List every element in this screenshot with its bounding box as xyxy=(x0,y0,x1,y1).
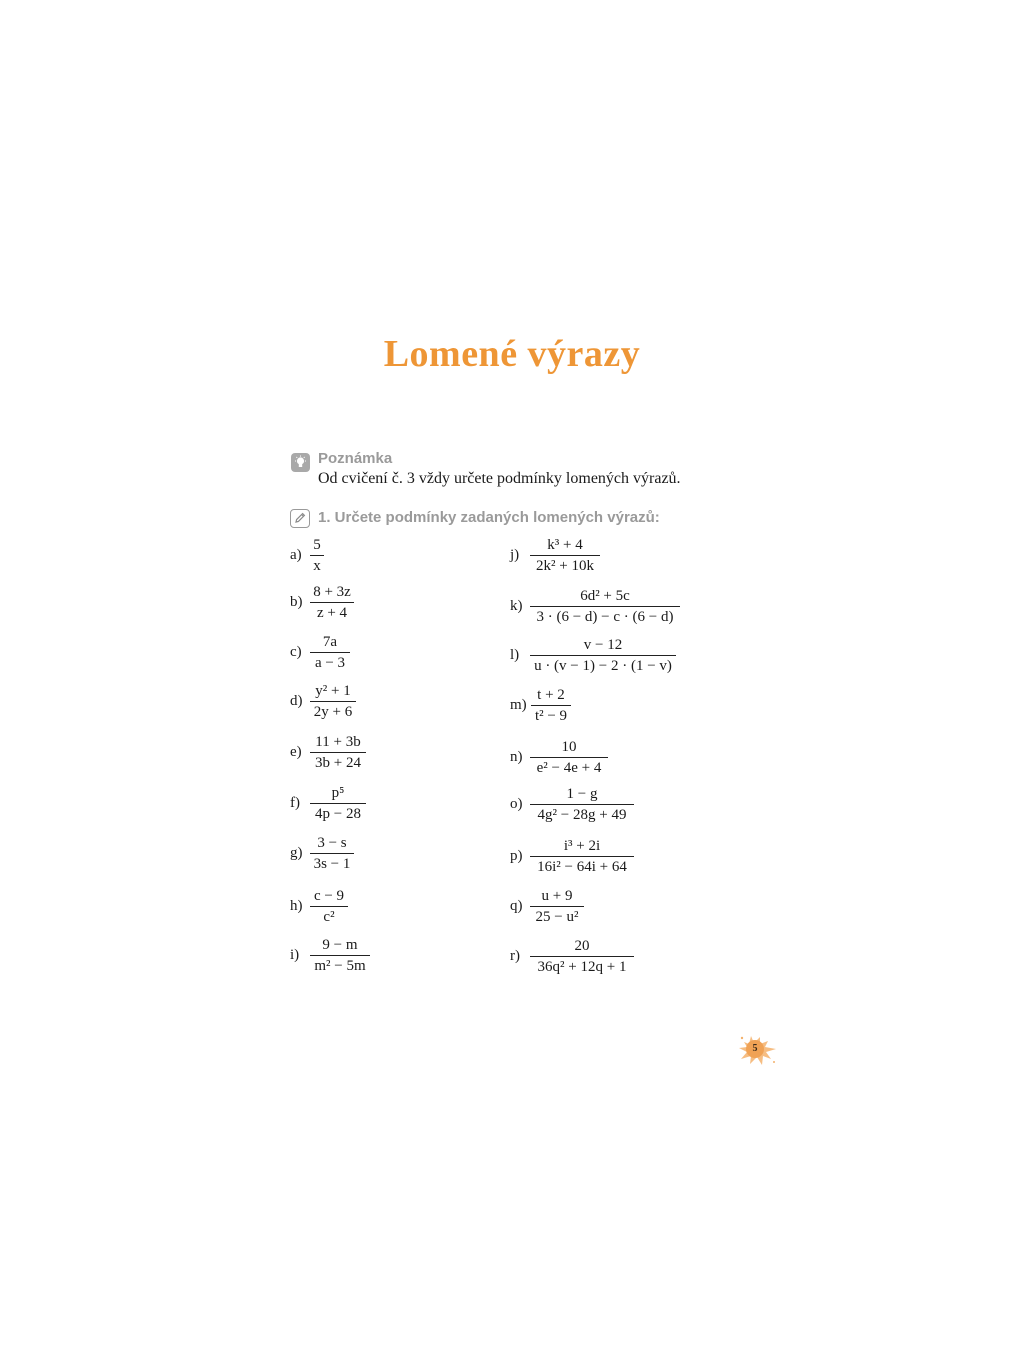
item-label: k) xyxy=(510,598,523,614)
denominator: a − 3 xyxy=(314,655,346,671)
numerator: p⁵ xyxy=(331,785,345,801)
list-item xyxy=(510,785,730,825)
list-item xyxy=(510,636,730,676)
lightbulb-icon xyxy=(291,453,310,472)
numerator: 10 xyxy=(561,739,577,755)
list-item xyxy=(510,887,730,927)
item-label: c) xyxy=(290,644,302,660)
fraction xyxy=(310,536,324,575)
numerator: 6d² + 5c xyxy=(580,588,630,604)
item-label: l) xyxy=(510,647,520,663)
denominator: 16i² − 64i + 64 xyxy=(537,859,627,875)
denominator: z + 4 xyxy=(316,605,348,621)
item-label: n) xyxy=(510,749,523,765)
list-item xyxy=(510,738,730,778)
numerator: i³ + 2i xyxy=(563,838,601,854)
item-label: o) xyxy=(510,796,523,812)
fraction xyxy=(530,536,600,575)
denominator: 3b + 24 xyxy=(315,755,361,771)
list-item xyxy=(510,686,730,726)
item-label: b) xyxy=(290,594,303,610)
fraction xyxy=(310,733,366,772)
denominator: 36q² + 12q + 1 xyxy=(537,959,627,975)
denominator: 3 · (6 − d) − c · (6 − d) xyxy=(536,609,674,625)
denominator: t² − 9 xyxy=(534,708,568,724)
list-item xyxy=(510,587,730,627)
item-label: q) xyxy=(510,898,523,914)
note-text: Od cvičení č. 3 vždy určete podmínky lomených výrazů. xyxy=(318,470,681,487)
denominator: 3s − 1 xyxy=(313,856,351,872)
fraction xyxy=(310,834,354,873)
numerator: 7a xyxy=(322,634,338,650)
list-item xyxy=(290,633,490,673)
item-label: d) xyxy=(290,693,303,709)
exercise-heading: 1. Určete podmínky zadaných lomených výrazů: xyxy=(318,509,660,526)
fraction xyxy=(530,636,676,675)
fraction xyxy=(530,587,680,626)
numerator: v − 12 xyxy=(583,637,623,653)
denominator: e² − 4e + 4 xyxy=(536,760,602,776)
list-item xyxy=(510,937,730,977)
list-item xyxy=(510,837,730,877)
fraction xyxy=(531,686,571,725)
numerator: c − 9 xyxy=(313,888,345,904)
denominator: u · (v − 1) − 2 · (1 − v) xyxy=(534,658,672,674)
item-label: p) xyxy=(510,848,523,864)
note-label: Poznámka xyxy=(318,450,393,467)
denominator: 2k² + 10k xyxy=(536,558,594,574)
list-item xyxy=(290,936,490,976)
fraction xyxy=(530,887,584,926)
numerator: y² + 1 xyxy=(315,683,351,699)
item-label: i) xyxy=(290,947,300,963)
list-item xyxy=(290,784,490,824)
page-title: Lomené výrazy xyxy=(383,333,641,375)
list-item xyxy=(290,887,490,927)
list-item xyxy=(290,834,490,874)
list-item xyxy=(290,682,490,722)
fraction xyxy=(310,583,354,622)
denominator: c² xyxy=(323,909,335,925)
denominator: 25 − u² xyxy=(535,909,579,925)
numerator: k³ + 4 xyxy=(547,537,583,553)
item-label: h) xyxy=(290,898,303,914)
denominator: 4p − 28 xyxy=(315,806,361,822)
numerator: 5 xyxy=(313,537,321,553)
numerator: 3 − s xyxy=(317,835,347,851)
fraction xyxy=(310,936,370,975)
numerator: 9 − m xyxy=(322,937,358,953)
fraction xyxy=(310,633,350,672)
list-item xyxy=(290,536,490,576)
numerator: 8 + 3z xyxy=(313,584,351,600)
list-item xyxy=(510,536,730,576)
item-label: e) xyxy=(290,744,302,760)
fraction xyxy=(530,785,634,824)
item-label: g) xyxy=(290,845,303,861)
denominator: x xyxy=(313,558,321,574)
fraction xyxy=(310,784,366,823)
denominator: 2y + 6 xyxy=(313,704,353,720)
numerator: 11 + 3b xyxy=(315,734,361,750)
numerator: 1 − g xyxy=(566,786,598,802)
item-label: f) xyxy=(290,795,300,811)
list-item xyxy=(290,583,490,623)
numerator: 20 xyxy=(574,938,590,954)
item-label: m) xyxy=(510,697,527,713)
list-item xyxy=(290,733,490,773)
item-label: j) xyxy=(510,547,520,563)
pencil-icon xyxy=(290,509,310,528)
fraction xyxy=(530,937,634,976)
denominator: m² − 5m xyxy=(314,958,366,974)
fraction xyxy=(530,837,634,876)
item-label: a) xyxy=(290,547,302,563)
page-number: 5 xyxy=(752,1043,758,1054)
item-label: r) xyxy=(510,948,520,964)
page-number-badge xyxy=(738,1032,778,1070)
denominator: 4g² − 28g + 49 xyxy=(537,807,627,823)
fraction xyxy=(310,682,356,721)
fraction xyxy=(530,738,608,777)
numerator: t + 2 xyxy=(537,687,565,703)
numerator: u + 9 xyxy=(541,888,573,904)
fraction xyxy=(310,887,348,926)
